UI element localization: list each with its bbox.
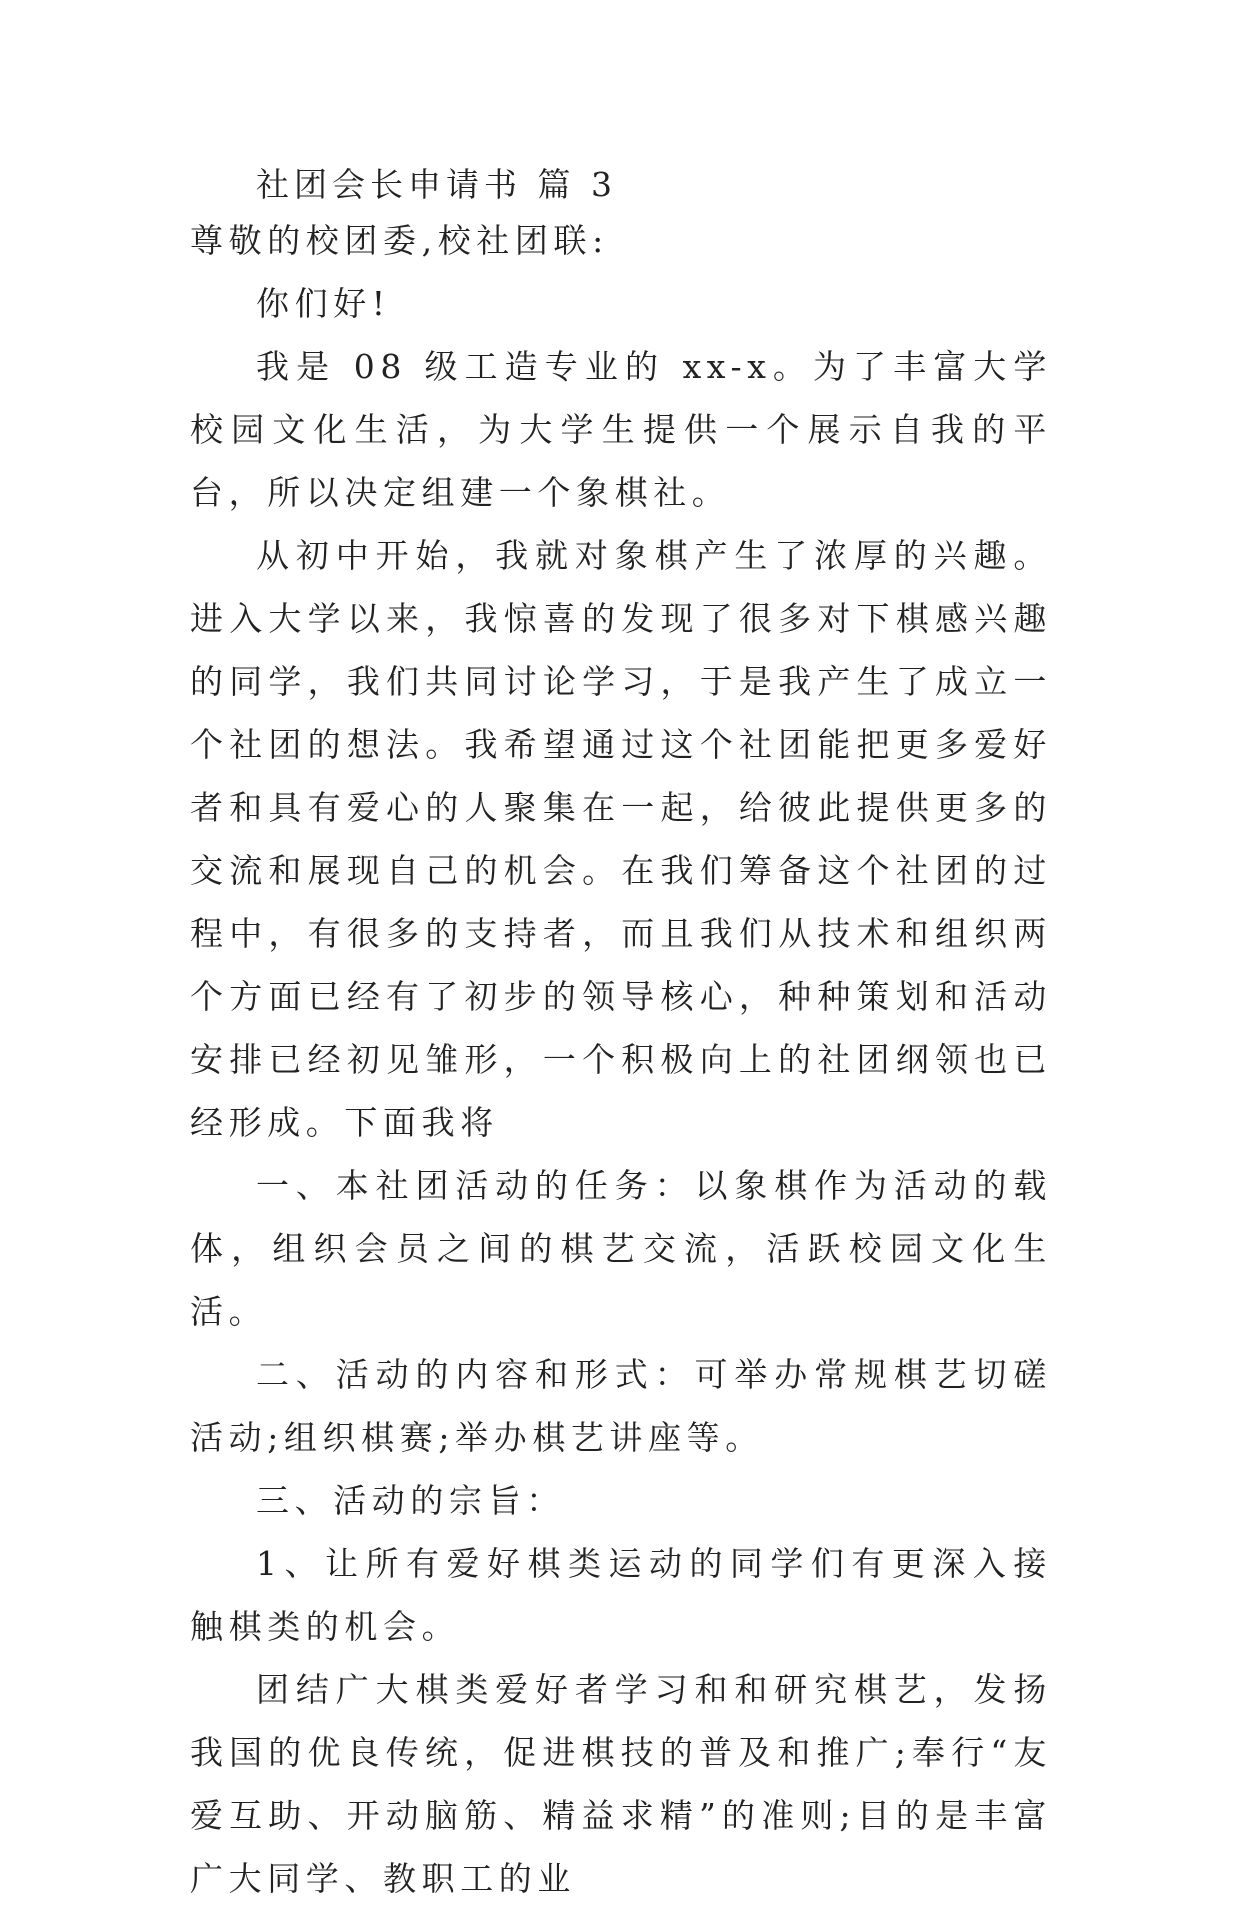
paragraph-purpose-1: 1、让所有爱好棋类运动的同学们有更深入接触棋类的机会。 <box>190 1544 1052 1646</box>
paragraph-purpose-heading: 三、活动的宗旨： <box>256 1481 565 1520</box>
paragraph-task: 一、本社团活动的任务：以象棋作为活动的载体，组织会员之间的棋艺交流，活跃校园文化生活。 <box>190 1166 1052 1331</box>
paragraph-background: 从初中开始，我就对象棋产生了浓厚的兴趣。进入大学以来，我惊喜的发现了很多对下棋感兴趣的同学，我们共同讨论学习，于是我产生了成立一个社团的想法。我希望通过这个社团能把更多爱好者和具有爱心的人聚集在一起，给彼此提供更多的交流和展现自己的机会。在我们筹备这个社团的过程中，有很多的支持者，而且我们从技术和组织两个方面已经有了初步的领导核心，种种策划和活动安排已经初见雏形，一个积极向上的社团纲领也已经形成。下面我将 <box>190 536 1052 1142</box>
paragraph-greeting: 你们好! <box>256 284 391 323</box>
document-body <box>190 160 1052 1910</box>
paragraph-unity: 团结广大棋类爱好者学习和和研究棋艺，发扬我国的优良传统，促进棋技的普及和推广;奉行“友爱互助、开动脑筋、精益求精”的准则;目的是丰富广大同学、教职工的业 <box>190 1670 1052 1898</box>
document-title: 社团会长申请书 篇 3 <box>256 165 617 204</box>
salutation: 尊敬的校团委,校社团联: <box>190 221 609 260</box>
paragraph-intro: 我是 08 级工造专业的 xx-x。为了丰富大学校园文化生活，为大学生提供一个展示自我的平台，所以决定组建一个象棋社。 <box>190 347 1052 512</box>
paragraph-content-form: 二、活动的内容和形式：可举办常规棋艺切磋活动;组织棋赛;举办棋艺讲座等。 <box>190 1355 1052 1457</box>
